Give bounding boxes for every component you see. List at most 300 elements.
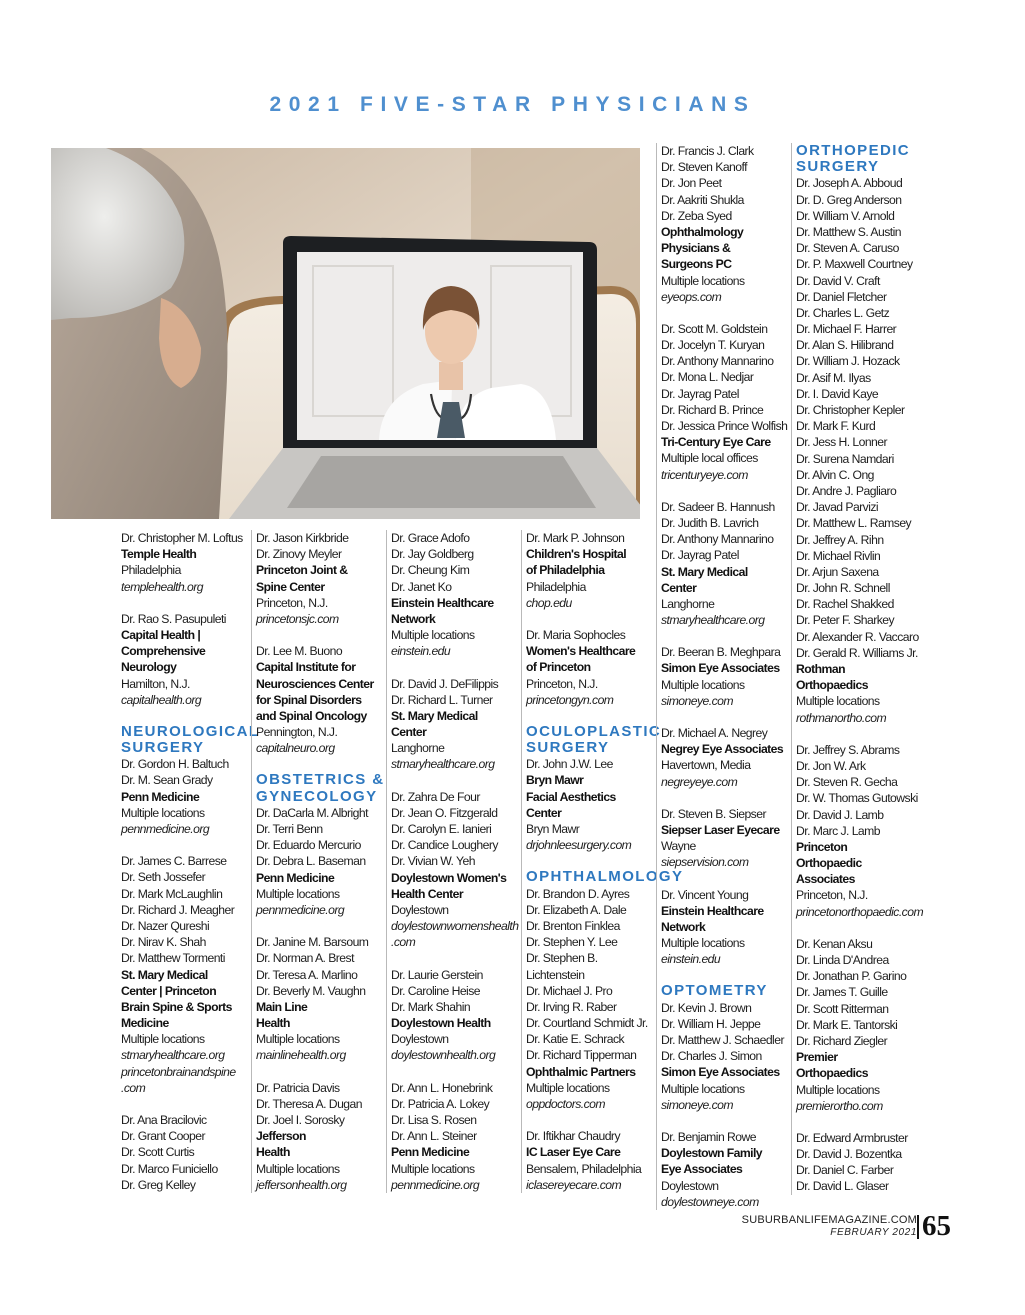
- physician-name: Dr. Vivian W. Yeh: [391, 854, 475, 869]
- physician-name: Dr. William J. Hozack: [796, 354, 900, 369]
- physician-name: Dr. Richard J. Meagher: [121, 902, 235, 917]
- website: negreyeye.com: [661, 774, 738, 789]
- location: Princeton, N.J.: [526, 676, 598, 691]
- practice-name: Doylestown Family: [661, 1146, 763, 1161]
- physician-name: Dr. Jocelyn T. Kuryan: [661, 338, 765, 353]
- location: Wayne: [661, 839, 696, 854]
- entry-spacer: [256, 756, 384, 772]
- physician-name: Dr. Laurie Gerstein: [391, 967, 483, 982]
- practice-name: Brain Spine & Sports: [121, 999, 232, 1014]
- practice-name: Network: [391, 611, 436, 626]
- physician-name: Dr. Steven Kanoff: [661, 160, 747, 175]
- entry-spacer: [796, 1114, 923, 1130]
- physician-name: Dr. Joel I. Sorosky: [256, 1113, 345, 1127]
- physician-name: Dr. D. Greg Anderson: [796, 192, 902, 207]
- practice-name: Bryn Mawr: [526, 773, 584, 788]
- physician-name: Dr. Richard Ziegler: [796, 1033, 888, 1048]
- physician-name: Dr. Christopher Kepler: [796, 403, 905, 417]
- entry-spacer: [661, 483, 787, 499]
- practice-name: Network: [661, 919, 706, 934]
- practice-name: St. Mary Medical: [391, 708, 478, 723]
- physician-name: Dr. Mark P. Johnson: [526, 531, 625, 545]
- physician-name: Dr. Rao S. Pasupuleti: [121, 611, 226, 626]
- practice-name: Orthopaedic: [796, 856, 862, 871]
- magazine-website: SUBURBANLIFEMAGAZINE.COM: [741, 1214, 917, 1226]
- practice-name: Women's Healthcare: [526, 644, 636, 659]
- physician-name: Dr. Jessica Prince Wolfish: [661, 419, 788, 433]
- physician-name: Dr. Terri Benn: [256, 822, 323, 836]
- website: einstein.edu: [661, 952, 721, 967]
- physician-name: Dr. Francis J. Clark: [661, 144, 754, 158]
- physician-name: Dr. M. Sean Grady: [121, 773, 213, 788]
- physician-name: Dr. Zinovy Meyler: [256, 547, 342, 562]
- practice-name: Ophthalmology: [661, 224, 744, 239]
- entry-spacer: [391, 660, 518, 676]
- physician-name: Dr. Anthony Mannarino: [661, 532, 774, 547]
- physician-name: Dr. David J. DeFilippis: [391, 676, 499, 691]
- physician-name: Dr. Gerald R. Williams Jr.: [796, 645, 918, 660]
- practice-name: Penn Medicine: [256, 870, 335, 885]
- website: eyeops.com: [661, 289, 722, 304]
- location: Multiple locations: [796, 1082, 880, 1097]
- physician-name: Dr. Mark McLaughlin: [121, 886, 223, 901]
- physician-name: Dr. Katie E. Schrack: [526, 1032, 625, 1047]
- location: Havertown, Media: [661, 758, 751, 773]
- physician-name: Dr. David J. Bozentka: [796, 1147, 902, 1162]
- website: stmaryhealthcare.org: [391, 757, 495, 772]
- physician-name: Dr. Scott Curtis: [121, 1145, 195, 1160]
- practice-name: of Philadelphia: [526, 563, 605, 578]
- location: Doylestown: [391, 1032, 449, 1047]
- specialty-heading: OPTOMETRY: [661, 982, 768, 1000]
- physician-name: Dr. Courtland Schmidt Jr.: [526, 1016, 648, 1031]
- physician-name: Dr. Zahra De Four: [391, 789, 480, 804]
- location: Multiple locations: [661, 1081, 745, 1096]
- entry-spacer: [256, 1064, 384, 1080]
- website: stmaryhealthcare.org: [661, 613, 765, 628]
- practice-name: Surgeons PC: [661, 257, 732, 272]
- entry-spacer: [661, 709, 787, 725]
- website: .com: [391, 935, 416, 950]
- physician-name: Dr. Jon Peet: [661, 176, 722, 191]
- physician-name: Dr. Rachel Shakked: [796, 597, 894, 612]
- practice-name: Rothman: [796, 662, 845, 676]
- physician-name: Dr. Charles L. Getz: [796, 305, 890, 320]
- location: Langhorne: [661, 596, 715, 611]
- website: pennmedicine.org: [121, 822, 210, 836]
- physician-name: Dr. Richard B. Prince: [661, 402, 764, 417]
- website: stmaryhealthcare.org: [121, 1048, 225, 1063]
- physician-name: Dr. Beeran B. Meghpara: [661, 645, 781, 660]
- practice-name: Ophthalmic Partners: [526, 1064, 636, 1079]
- directory-column-3: [386, 530, 518, 1193]
- physician-name: Dr. Steven A. Caruso: [796, 241, 899, 256]
- physician-name: Dr. Peter F. Sharkey: [796, 613, 895, 628]
- website: simoneye.com: [661, 1097, 733, 1112]
- physician-name: Dr. James T. Guille: [796, 985, 888, 1000]
- physician-name: Dr. Matthew J. Schaedler: [661, 1033, 784, 1047]
- physician-name: Dr. Caroline Heise: [391, 983, 480, 998]
- practice-name: Negrey Eye Associates: [661, 742, 784, 757]
- specialty-heading: SURGERY: [526, 739, 610, 757]
- practice-name: Jefferson: [256, 1129, 306, 1144]
- physician-name: Dr. Mark Shahin: [391, 999, 471, 1014]
- website: drjohnleesurgery.com: [526, 838, 632, 853]
- physician-name: Dr. Beverly M. Vaughn: [256, 983, 366, 998]
- physician-name: Dr. Michael A. Negrey: [661, 726, 768, 740]
- physician-name: Dr. Jeffrey A. Rihn: [796, 532, 884, 547]
- physician-name: Dr. Alvin C. Ong: [796, 467, 874, 482]
- practice-name: Penn Medicine: [121, 789, 200, 804]
- directory-column-5: [656, 143, 787, 1210]
- website: tricenturyeye.com: [661, 467, 748, 482]
- website: jeffersonhealth.org: [256, 1177, 347, 1192]
- physician-name: Dr. Maria Sophocles: [526, 627, 626, 642]
- location: Multiple locations: [661, 677, 745, 692]
- location: Multiple locations: [256, 886, 340, 901]
- entry-spacer: [256, 918, 384, 934]
- physician-name: Dr. Jean O. Fitzgerald: [391, 805, 498, 820]
- physician-name: Dr. David V. Craft: [796, 273, 880, 288]
- practice-name: St. Mary Medical: [661, 564, 748, 579]
- website: princetonorthopaedic.com: [796, 904, 924, 919]
- physician-name: Dr. Teresa A. Marlino: [256, 967, 358, 982]
- practice-name: Neurology: [121, 660, 177, 675]
- entry-spacer: [256, 627, 384, 643]
- practice-name: Comprehensive: [121, 644, 206, 659]
- physician-name: Dr. Jason Kirkbride: [256, 531, 349, 545]
- physician-name: Dr. Patricia A. Lokey: [391, 1096, 490, 1111]
- physician-name: Dr. Kevin J. Brown: [661, 1000, 752, 1015]
- physician-name: Dr. Christopher M. Loftus: [121, 531, 243, 545]
- entry-spacer: [121, 708, 259, 724]
- page-number: 65: [922, 1210, 951, 1242]
- physician-name: Dr. Theresa A. Dugan: [256, 1096, 362, 1111]
- website: siepservision.com: [661, 855, 749, 870]
- physician-name: Dr. Charles J. Simon: [661, 1049, 762, 1064]
- entry-spacer: [661, 967, 787, 983]
- practice-name: Medicine: [121, 1016, 169, 1031]
- location: Multiple locations: [121, 805, 205, 820]
- physician-name: Dr. Grant Cooper: [121, 1129, 205, 1144]
- physician-name: Dr. Seth Jossefer: [121, 870, 206, 885]
- physician-name: Dr. Matthew Tormenti: [121, 951, 225, 966]
- website: templehealth.org: [121, 579, 203, 594]
- physician-name: Dr. Michael J. Pro: [526, 983, 613, 998]
- location: Pennington, N.J.: [256, 725, 338, 740]
- practice-name: Siepser Laser Eyecare: [661, 822, 780, 837]
- practice-name: Health Center: [391, 886, 464, 901]
- practice-name: Princeton Joint &: [256, 563, 348, 578]
- physician-name: Dr. Nirav K. Shah: [121, 935, 206, 950]
- practice-name: Doylestown Women's: [391, 870, 507, 885]
- website: pennmedicine.org: [391, 1177, 480, 1192]
- practice-name: Facial Aesthetics: [526, 789, 616, 804]
- website: doylestownwomenshealth: [391, 919, 519, 934]
- physician-name: Dr. Judith B. Lavrich: [661, 515, 759, 530]
- location: Multiple locations: [121, 1032, 205, 1047]
- location: Multiple locations: [526, 1080, 610, 1095]
- entry-spacer: [661, 305, 787, 321]
- practice-name: Main Line: [256, 999, 308, 1014]
- physician-name: Dr. Sadeer B. Hannush: [661, 499, 775, 514]
- location: Hamilton, N.J.: [121, 676, 190, 691]
- specialty-heading: GYNECOLOGY: [256, 787, 378, 805]
- physician-name: Dr. Mona L. Nedjar: [661, 370, 754, 385]
- physician-name: Dr. Brenton Finklea: [526, 918, 620, 933]
- physician-name: Dr. William V. Arnold: [796, 208, 895, 223]
- entry-spacer: [796, 726, 923, 742]
- practice-name: St. Mary Medical: [121, 967, 208, 982]
- entry-spacer: [121, 837, 259, 853]
- physician-name: Dr. Jonathan P. Garino: [796, 969, 907, 984]
- website: .com: [121, 1080, 146, 1095]
- location: Princeton, N.J.: [256, 595, 328, 610]
- physician-name: Dr. Daniel C. Farber: [796, 1163, 894, 1178]
- physician-name: Dr. Norman A. Brest: [256, 951, 354, 966]
- entry-spacer: [796, 920, 923, 936]
- location: Multiple locations: [661, 273, 745, 288]
- physician-name: Dr. Javad Parvizi: [796, 500, 879, 515]
- practice-name: Health: [256, 1016, 290, 1031]
- entry-spacer: [121, 595, 259, 611]
- location: Princeton, N.J.: [796, 888, 868, 903]
- practice-name: Einstein Healthcare: [391, 595, 494, 610]
- website: pennmedicine.org: [256, 902, 345, 917]
- location: Multiple locations: [796, 694, 880, 709]
- physician-name: Dr. William H. Jeppe: [661, 1016, 761, 1031]
- practice-name: Physicians &: [661, 241, 731, 256]
- directory-column-2: [251, 530, 384, 1193]
- practice-name: Einstein Healthcare: [661, 903, 764, 918]
- physician-name: Dr. Scott M. Goldstein: [661, 321, 768, 336]
- website: iclasereyecare.com: [526, 1177, 622, 1192]
- physician-name: Dr. Eduardo Mercurio: [256, 838, 361, 853]
- issue-date: FEBRUARY 2021: [830, 1227, 917, 1238]
- practice-name: Associates: [796, 872, 855, 887]
- practice-name: Center: [661, 580, 697, 595]
- entry-spacer: [661, 1113, 787, 1129]
- website: simoneye.com: [661, 693, 733, 708]
- physician-name: Dr. John J.W. Lee: [526, 757, 613, 772]
- location: Philadelphia: [121, 563, 181, 578]
- physician-name: Dr. Benjamin Rowe: [661, 1129, 756, 1144]
- location: Philadelphia: [526, 579, 586, 594]
- physician-name: Dr. Steven B. Siepser: [661, 806, 766, 821]
- physician-name: Dr. Anthony Mannarino: [661, 354, 774, 369]
- practice-name: Capital Health |: [121, 627, 201, 642]
- physician-name: Dr. Jayrag Patel: [661, 548, 739, 563]
- practice-name: and Spinal Oncology: [256, 708, 367, 723]
- location: Lichtenstein: [526, 967, 585, 982]
- physician-name: Dr. I. David Kaye: [796, 386, 879, 401]
- physician-name: Dr. Debra L. Baseman: [256, 854, 366, 869]
- website: chop.edu: [526, 595, 572, 610]
- location: Doylestown: [391, 902, 449, 917]
- physician-name: Dr. Nazer Qureshi: [121, 918, 210, 933]
- physician-name: Dr. Iftikhar Chaudry: [526, 1129, 620, 1144]
- physician-name: Dr. David L. Glaser: [796, 1179, 889, 1194]
- physician-name: Dr. Richard Tipperman: [526, 1048, 637, 1063]
- entry-spacer: [661, 790, 787, 806]
- physician-name: Dr. Ann L. Honebrink: [391, 1080, 493, 1095]
- practice-name: Health: [256, 1145, 290, 1160]
- specialty-heading: OPHTHALMOLOGY: [526, 868, 684, 886]
- specialty-heading: SURGERY: [121, 739, 205, 757]
- physician-name: Dr. Linda D'Andrea: [796, 953, 889, 967]
- directory-column-6: [791, 143, 923, 1195]
- website: einstein.edu: [391, 644, 451, 659]
- page-title: 2021 FIVE-STAR PHYSICIANS: [269, 93, 756, 116]
- practice-name: Penn Medicine: [391, 1145, 470, 1160]
- specialty-heading: ORTHOPEDIC: [796, 142, 911, 159]
- physician-name: Dr. Matthew S. Austin: [796, 224, 901, 239]
- physician-name: Dr. Steven R. Gecha: [796, 775, 898, 790]
- practice-name: Doylestown Health: [391, 1016, 491, 1031]
- physician-name: Dr. Janine M. Barsoum: [256, 935, 369, 950]
- practice-name: Eye Associates: [661, 1162, 743, 1177]
- specialty-heading: OCULOPLASTIC: [526, 722, 662, 740]
- physician-name: Dr. Stephen B.: [526, 951, 598, 966]
- physician-name: Dr. Joseph A. Abboud: [796, 176, 903, 191]
- physician-name: Dr. Jayrag Patel: [661, 386, 739, 401]
- physician-name: Dr. David J. Lamb: [796, 807, 884, 822]
- practice-name: Orthopaedics: [796, 1066, 868, 1081]
- entry-spacer: [661, 628, 787, 644]
- physician-name: Dr. Aakriti Shukla: [661, 192, 744, 207]
- physician-name: Dr. Scott Ritterman: [796, 1001, 889, 1016]
- specialty-heading: OBSTETRICS &: [256, 771, 385, 789]
- location: Doylestown: [661, 1178, 719, 1193]
- website: premierortho.com: [796, 1098, 883, 1113]
- practice-name: Simon Eye Associates: [661, 1065, 780, 1080]
- physician-name: Dr. Edward Armbruster: [796, 1130, 908, 1145]
- website: capitalneuro.org: [256, 741, 335, 756]
- location: Multiple locations: [391, 1161, 475, 1176]
- practice-name: Capital Institute for: [256, 660, 356, 675]
- location: Multiple local offices: [661, 451, 758, 466]
- practice-name: Orthopaedics: [796, 678, 868, 693]
- physician-name: Dr. Arjun Saxena: [796, 564, 879, 579]
- physician-name: Dr. Alan S. Hilibrand: [796, 338, 894, 353]
- physician-name: Dr. Asif M. Ilyas: [796, 370, 871, 385]
- physician-name: Dr. Jon W. Ark: [796, 758, 866, 773]
- practice-name: Temple Health: [121, 547, 197, 562]
- physician-name: Dr. Brandon D. Ayres: [526, 886, 630, 901]
- physician-name: Dr. Cheung Kim: [391, 563, 470, 578]
- practice-name: Simon Eye Associates: [661, 661, 780, 676]
- physician-name: Dr. Patricia Davis: [256, 1080, 340, 1095]
- physician-name: Dr. Ana Bracilovic: [121, 1113, 207, 1127]
- location: Bensalem, Philadelphia: [526, 1161, 642, 1176]
- practice-name: IC Laser Eye Care: [526, 1145, 621, 1160]
- physician-name: Dr. Matthew L. Ramsey: [796, 516, 912, 531]
- entry-spacer: [391, 1064, 518, 1080]
- entry-spacer: [121, 1096, 259, 1112]
- physician-name: Dr. Mark F. Kurd: [796, 419, 876, 434]
- physician-name: Dr. Candice Loughery: [391, 838, 498, 853]
- physician-name: Dr. Ann L. Steiner: [391, 1129, 477, 1144]
- website: doylestowneye.com: [661, 1194, 759, 1209]
- website: mainlinehealth.org: [256, 1048, 346, 1063]
- location: Multiple locations: [256, 1032, 340, 1047]
- practice-name: of Princeton: [526, 660, 591, 675]
- entry-spacer: [661, 871, 787, 887]
- physician-name: Dr. W. Thomas Gutowski: [796, 791, 918, 806]
- website: capitalhealth.org: [121, 692, 202, 707]
- physician-name: Dr. Mark E. Tantorski: [796, 1017, 898, 1032]
- entry-spacer: [391, 951, 518, 967]
- telehealth-photo: [51, 148, 640, 519]
- physician-name: Dr. Kenan Aksu: [796, 936, 873, 951]
- physician-name: Dr. Andre J. Pagliaro: [796, 483, 897, 498]
- physician-name: Dr. Grace Adofo: [391, 531, 470, 545]
- directory-column-1: [121, 530, 259, 1193]
- physician-name: Dr. Greg Kelley: [121, 1177, 196, 1192]
- physician-name: Dr. Irving R. Raber: [526, 999, 617, 1014]
- specialty-heading: NEUROLOGICAL: [121, 722, 260, 740]
- website: doylestownhealth.org: [391, 1048, 496, 1063]
- physician-name: Dr. Jeffrey S. Abrams: [796, 742, 900, 757]
- entry-spacer: [391, 773, 518, 789]
- physician-name: Dr. John R. Schnell: [796, 581, 890, 596]
- physician-name: Dr. Zeba Syed: [661, 208, 732, 223]
- page-footer: [742, 1214, 917, 1239]
- physician-name: Dr. Alexander R. Vaccaro: [796, 629, 919, 644]
- physician-name: Dr. Michael Rivlin: [796, 548, 881, 563]
- physician-name: Dr. DaCarla M. Albright: [256, 805, 368, 820]
- website: princetonsjc.com: [256, 611, 339, 626]
- website: princetonbrainandspine: [121, 1064, 236, 1079]
- folio-divider: [917, 1215, 919, 1239]
- practice-name: Spine Center: [256, 579, 325, 594]
- physician-name: Dr. Elizabeth A. Dale: [526, 902, 627, 917]
- specialty-heading: SURGERY: [796, 158, 880, 176]
- physician-name: Dr. Jess H. Lonner: [796, 435, 888, 450]
- physician-name: Dr. Gordon H. Baltuch: [121, 757, 229, 772]
- practice-name: for Spinal Disorders: [256, 692, 362, 707]
- physician-name: Dr. Stephen Y. Lee: [526, 935, 618, 950]
- location: Langhorne: [391, 741, 445, 756]
- location: Multiple locations: [391, 628, 475, 643]
- physician-name: Dr. James C. Barrese: [121, 854, 227, 869]
- practice-name: Center | Princeton: [121, 983, 217, 998]
- location: Multiple locations: [256, 1161, 340, 1176]
- website: princetongyn.com: [526, 692, 614, 707]
- practice-name: Princeton: [796, 839, 848, 854]
- practice-name: Center: [391, 725, 427, 740]
- physician-name: Dr. Richard L. Turner: [391, 692, 493, 707]
- physician-name: Dr. P. Maxwell Courtney: [796, 257, 913, 272]
- physician-name: Dr. Janet Ko: [391, 579, 452, 594]
- website: rothmanortho.com: [796, 710, 887, 725]
- physician-name: Dr. Daniel Fletcher: [796, 289, 887, 304]
- physician-name: Dr. Lisa S. Rosen: [391, 1113, 477, 1127]
- physician-name: Dr. Jay Goldberg: [391, 547, 474, 562]
- physician-name: Dr. Michael F. Harrer: [796, 322, 897, 337]
- practice-name: Children's Hospital: [526, 547, 627, 562]
- physician-name: Dr. Carolyn E. Ianieri: [391, 822, 492, 836]
- physician-name: Dr. Lee M. Buono: [256, 644, 343, 659]
- practice-name: Center: [526, 805, 562, 820]
- practice-name: Tri-Century Eye Care: [661, 435, 771, 450]
- physician-name: Dr. Marc J. Lamb: [796, 823, 880, 838]
- physician-name: Dr. Vincent Young: [661, 887, 749, 902]
- location: Multiple locations: [661, 936, 745, 951]
- physician-name: Dr. Marco Funiciello: [121, 1161, 218, 1176]
- practice-name: Neurosciences Center: [256, 676, 374, 691]
- physician-name: Dr. Surena Namdari: [796, 451, 894, 466]
